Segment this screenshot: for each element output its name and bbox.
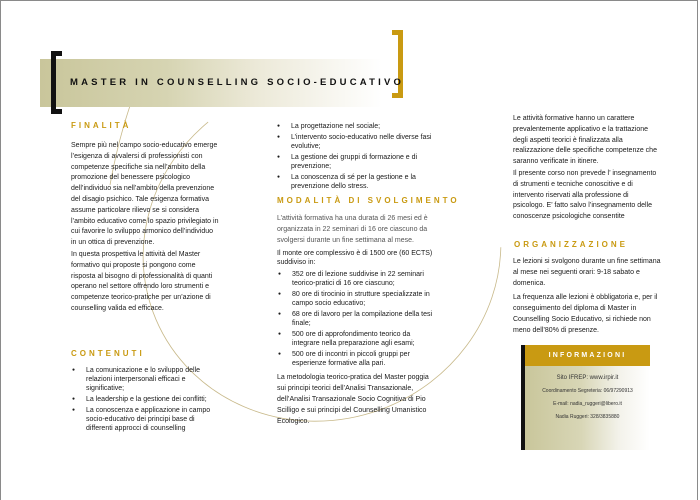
modalita-text [277,214,439,428]
list-item: ● L’intervento socio-educativo nelle diverse fasi evolutive; [276,133,440,151]
right-paragraph: Le attività formative hanno un carattere prevalentemente applicativo e la trattazione degli aspetti teorici è finalizzata alla realizzazione delle specifiche competenze che saranno verificate in itinere. [513,115,657,166]
contenuti-heading: CONTENUTI [71,349,145,358]
info-contact: Nadia Ruggeri: 328/3835880 [555,414,620,420]
organizzazione-text [513,257,663,338]
list-item: ● 68 ore di lavoro per la compilazione della tesi finale; [277,310,439,328]
info-email[interactable]: E-mail: nadia_ruggeri@libero.it [553,401,622,407]
modalita-intro: L’attività formativa ha una durata di 26 mesi ed è organizzata in 22 seminari di 16 ore ciascuno da svolgersi durante un fine settimana al mese. [277,215,428,244]
list-item: ● La conoscenza di sé per la gestione e la prevenzione dello stress. [276,173,440,191]
finalita-text [71,141,219,316]
contenuti-list-right [276,122,440,193]
finalita-heading: FINALITÀ [71,121,132,130]
info-heading: INFORMAZIONI [525,345,650,366]
info-phone: Coordinamento Segreteria: 06/97290913 [542,388,633,394]
info-website[interactable]: Sito IFREP: www.irpir.it [556,375,619,381]
organizzazione-paragraph: La frequenza alle lezioni è obbligatoria e, per il conseguimento del diploma di Master in Counselling Socio Educativo, si richiede non meno dell’80% di presenze. [513,294,658,334]
contenuti-list-left [71,366,221,435]
organizzazione-paragraph: Le lezioni si svolgono durante un fine settimana al mese nei seguenti orari: 9-18 sabato e domenica. [513,258,661,287]
right-text [513,114,661,224]
list-item: ● 352 ore di lezione suddivise in 22 seminari teorico-pratici di 16 ore ciascuno; [277,270,439,288]
list-item: ● La comunicazione e lo sviluppo delle relazioni interpersonali efficaci e significative; [71,366,221,393]
list-item: ● 500 ore di approfondimento teorico da integrare nella preparazione agli esami; [277,330,439,348]
right-paragraph: Il presente corso non prevede l’ insegnamento di strumenti e tecniche conoscitive e di intervento riservati alla professione di psicologo. E’ fatto salvo l’insegnamento delle conoscenze psicologiche consentite [513,169,657,221]
organizzazione-heading: ORGANIZZAZIONE [514,240,628,249]
page-title: MASTER IN COUNSELLING SOCIO-EDUCATIVO [70,77,405,88]
list-item: ● La leadership e la gestione dei conflitti; [71,395,221,404]
metodologia: La metodologia teorico-pratica del Master poggia sui principi teorici dell’Analisi Transazionale, dell’Analisi Transazionale Socio Cognitiva di Pio Scilligo e sui principi del Counselling Umanistico Ecologico. [277,374,429,425]
list-item: ● 500 ore di incontri in piccoli gruppi per esperienze formative alla pari. [277,350,439,368]
finalita-paragraph: In questa prospettiva le attività del Master formativo qui proposte si pongono come risposta al bisogno di professionalità di quanti operano nel settore offrendo loro strumenti e competenze teorico-pratiche per un’azione di counselling valida ed efficace. [71,250,213,312]
monte-ore: Il monte ore complessivo è di 1500 ore (60 ECTS) suddiviso in: [277,250,433,267]
modalita-heading: MODALITÀ DI SVOLGIMENTO [277,196,460,205]
list-item: ● La conoscenza e applicazione in campo socio-educativo dei principi base di differenti approcci di counselling [71,406,221,433]
list-item: ● La gestione dei gruppi di formazione e di prevenzione; [276,153,440,171]
info-box [521,345,650,450]
finalita-paragraph: Sempre più nel campo socio-educativo emerge l’esigenza di avvalersi di professionisti con competenze specifiche sia nell’ambito della promozione del benessere psicologico dell’individuo sia nell’ambito della prevenzione del disagio psichico. Tale esigenza formativa assume particolare rilievo se si considera l’ambito educativo come lo spazio privilegiato in cui favorire lo sviluppo armonico dell’individuo in un ottica di prevenzione. [71,142,219,247]
left-bracket-icon [51,51,62,114]
list-item: ● 80 ore di tirocinio in strutture specializzate in campo socio educativo; [277,290,439,308]
list-item: ● La progettazione nel sociale; [276,122,440,131]
